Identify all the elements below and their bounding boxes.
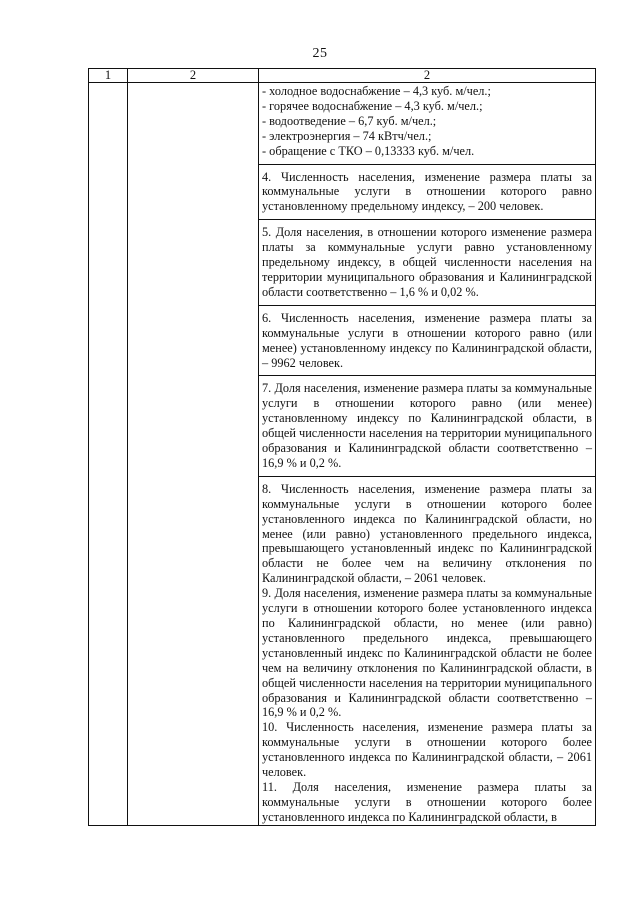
paragraph-9: 9. Доля населения, изменение размера платы за коммунальные услуги в отношении которого более установленного индекса по Калининградской области, но менее (или равно) установленного предельного индекса, превышающего установленный индекс по Калининградской области не более чем на величину отклонения по Калининградской области, в общей численности населения на территории муниципального образования и Калининградской области соответственно – 16,9 % и 0,2 %. xyxy=(262,586,592,720)
page-number: 25 xyxy=(312,46,328,61)
header-col-3: 2 xyxy=(259,69,596,83)
document-table xyxy=(88,68,596,826)
table-header-row xyxy=(89,69,596,83)
paragraph-6: 6. Численность населения, изменение размера платы за коммунальные услуги в отношении которого равно (или менее) установленному индексу по Калининградской области, – 9962 человек. xyxy=(262,310,592,370)
divider xyxy=(259,375,595,376)
bullet-item: - обращение с ТКО – 0,13333 куб. м/чел. xyxy=(262,143,475,158)
header-col-2: 2 xyxy=(128,69,259,83)
paragraph-10: 10. Численность населения, изменение размера платы за коммунальные услуги в отношении которого более установленного индекса по Калининградской области, – 2061 человек. xyxy=(262,720,592,780)
paragraph-4: 4. Численность населения, изменение размера платы за коммунальные услуги в отношении которого равно установленному предельному индексу, – 200 человек. xyxy=(262,169,592,214)
divider xyxy=(259,164,595,165)
header-col-1: 1 xyxy=(89,69,128,83)
paragraph-11: 11. Доля населения, изменение размера платы за коммунальные услуги в отношении которого более установленного индекса по Калининградской области, в xyxy=(262,779,592,824)
bullet-item: - горячее водоснабжение – 4,3 куб. м/чел.; xyxy=(262,98,483,113)
cell-col-3 xyxy=(259,83,596,826)
paragraph-5: 5. Доля населения, в отношении которого изменение размера платы за коммунальные услуги равно установленному предельному индексу, в общей численности населения на территории муниципального образования и Калининградской области соответственно – 1,6 % и 0,02 %. xyxy=(262,225,592,299)
divider xyxy=(259,219,595,220)
bullet-item: - водоотведение – 6,7 куб. м/чел.; xyxy=(262,113,437,128)
bullet-item: - электроэнергия – 74 кВтч/чел.; xyxy=(262,128,432,143)
divider xyxy=(259,476,595,477)
paragraph-7: 7. Доля населения, изменение размера платы за коммунальные услуги в отношении которого равно (или менее) установленному индексу по Калининградской области, в общей численности населения на территории муниципального образования и Калининградской области соответственно – 16,9 % и 0,2 %. xyxy=(262,381,592,470)
cell-col-1 xyxy=(89,83,128,826)
table-row xyxy=(89,83,596,826)
paragraph-8: 8. Численность населения, изменение размера платы за коммунальные услуги в отношении которого более установленного индекса по Калининградской области, но менее (или равно) установленного предельного индекса, превышающего установленный индекс по Калининградской области не более чем на величину отклонения по Калининградской области, – 2061 человек. xyxy=(262,481,592,586)
bullet-item: - холодное водоснабжение – 4,3 куб. м/чел.; xyxy=(262,84,491,98)
divider xyxy=(259,305,595,306)
cell-col-2 xyxy=(128,83,259,826)
